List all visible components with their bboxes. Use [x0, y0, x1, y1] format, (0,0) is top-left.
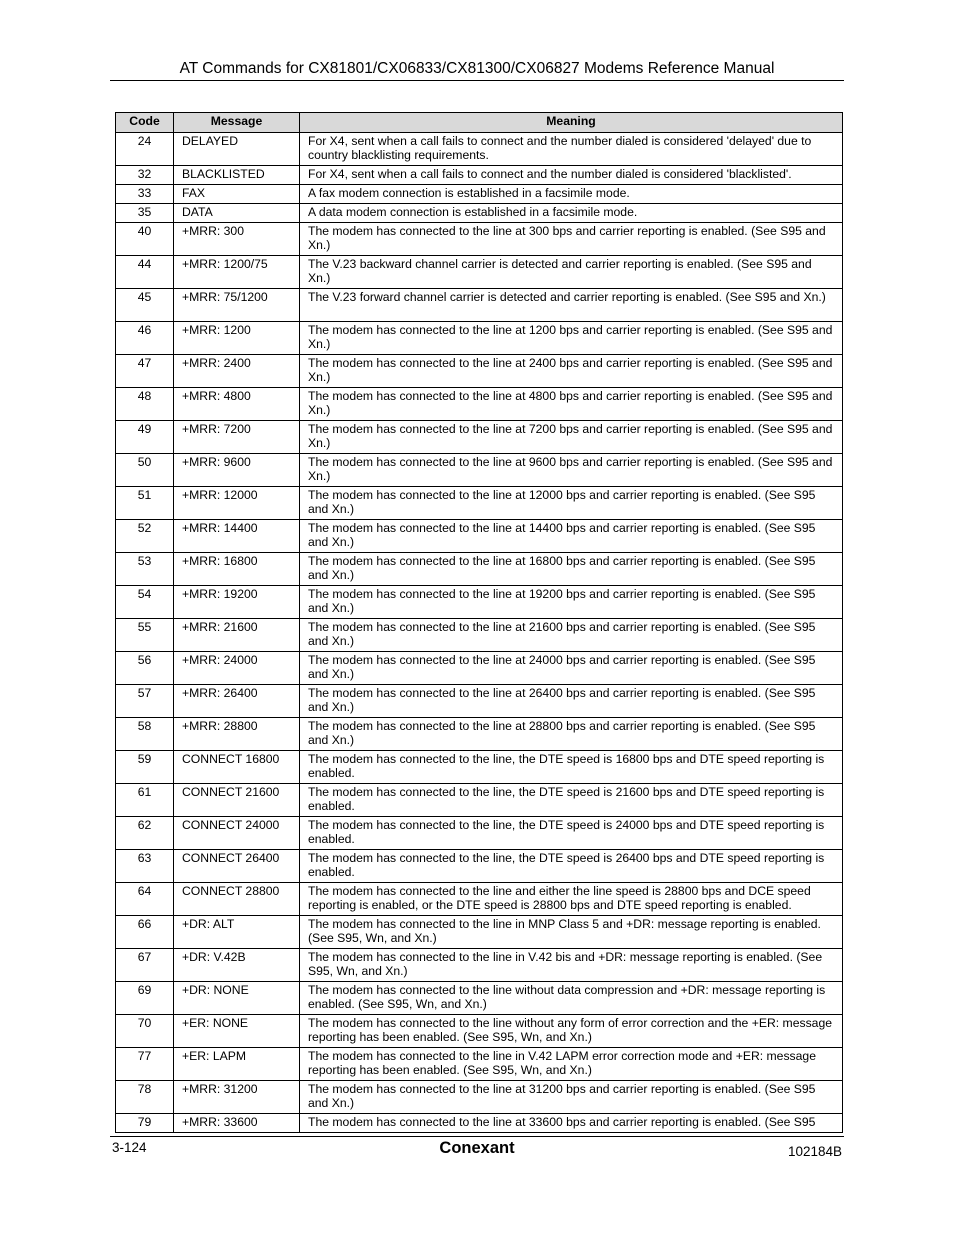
cell-code: 51 [116, 487, 174, 520]
cell-message: DELAYED [174, 133, 300, 166]
table-row [116, 520, 843, 553]
cell-code: 44 [116, 256, 174, 289]
cell-message: +DR: NONE [174, 982, 300, 1015]
cell-message: +ER: LAPM [174, 1048, 300, 1081]
cell-message: +MRR: 14400 [174, 520, 300, 553]
table-body [116, 133, 843, 1133]
table-row [116, 454, 843, 487]
cell-message: +MRR: 19200 [174, 586, 300, 619]
column-header-meaning: Meaning [300, 113, 843, 133]
cell-meaning: The modem has connected to the line at 300 bps and carrier reporting is enabled. (See S95 and Xn.) [300, 223, 843, 256]
table-row [116, 883, 843, 916]
cell-code: 40 [116, 223, 174, 256]
cell-message: +ER: NONE [174, 1015, 300, 1048]
cell-code: 58 [116, 718, 174, 751]
cell-meaning: For X4, sent when a call fails to connect and the number dialed is considered 'blacklisted'. [300, 166, 843, 185]
table-row [116, 487, 843, 520]
cell-code: 32 [116, 166, 174, 185]
table-row [116, 619, 843, 652]
header-rule [110, 80, 844, 81]
table-row [116, 166, 843, 185]
table-row [116, 289, 843, 322]
cell-code: 70 [116, 1015, 174, 1048]
cell-code: 24 [116, 133, 174, 166]
table-row [116, 1081, 843, 1114]
cell-code: 50 [116, 454, 174, 487]
cell-code: 48 [116, 388, 174, 421]
cell-meaning: The modem has connected to the line, the DTE speed is 16800 bps and DTE speed reporting is enabled. [300, 751, 843, 784]
cell-message: +MRR: 1200 [174, 322, 300, 355]
cell-code: 53 [116, 553, 174, 586]
cell-meaning: The modem has connected to the line at 26400 bps and carrier reporting is enabled. (See S95 and Xn.) [300, 685, 843, 718]
table-row [116, 817, 843, 850]
table-row [116, 223, 843, 256]
table-row [116, 133, 843, 166]
cell-meaning: The modem has connected to the line at 12000 bps and carrier reporting is enabled. (See S95 and Xn.) [300, 487, 843, 520]
table-header-row [116, 113, 843, 133]
cell-message: +MRR: 28800 [174, 718, 300, 751]
cell-code: 57 [116, 685, 174, 718]
cell-message: CONNECT 26400 [174, 850, 300, 883]
cell-meaning: A data modem connection is established in a facsimile mode. [300, 204, 843, 223]
footer-rule [110, 1136, 844, 1137]
table-row [116, 718, 843, 751]
cell-code: 69 [116, 982, 174, 1015]
table-row [116, 553, 843, 586]
table-row [116, 982, 843, 1015]
cell-code: 49 [116, 421, 174, 454]
cell-message: +MRR: 300 [174, 223, 300, 256]
cell-meaning: The modem has connected to the line at 4800 bps and carrier reporting is enabled. (See S95 and Xn.) [300, 388, 843, 421]
cell-code: 46 [116, 322, 174, 355]
cell-message: +MRR: 12000 [174, 487, 300, 520]
table-row [116, 185, 843, 204]
cell-meaning: The modem has connected to the line at 14400 bps and carrier reporting is enabled. (See S95 and Xn.) [300, 520, 843, 553]
table-row [116, 1015, 843, 1048]
table-row [116, 685, 843, 718]
cell-meaning: The modem has connected to the line at 24000 bps and carrier reporting is enabled. (See S95 and Xn.) [300, 652, 843, 685]
cell-meaning: The modem has connected to the line without data compression and +DR: message reporting is enabled. (See S95, Wn, and Xn.) [300, 982, 843, 1015]
cell-message: CONNECT 16800 [174, 751, 300, 784]
cell-message: +MRR: 16800 [174, 553, 300, 586]
cell-meaning: The modem has connected to the line in V.42 LAPM error correction mode and +ER: message reporting has been enabled. (See S95, Wn, and Xn.) [300, 1048, 843, 1081]
cell-message: +MRR: 4800 [174, 388, 300, 421]
cell-message: +MRR: 21600 [174, 619, 300, 652]
cell-code: 61 [116, 784, 174, 817]
cell-code: 55 [116, 619, 174, 652]
cell-code: 67 [116, 949, 174, 982]
cell-meaning: The modem has connected to the line in MNP Class 5 and +DR: message reporting is enabled. (See S95, Wn, and Xn.) [300, 916, 843, 949]
table-row [116, 586, 843, 619]
cell-message: CONNECT 28800 [174, 883, 300, 916]
cell-meaning: The modem has connected to the line at 19200 bps and carrier reporting is enabled. (See S95 and Xn.) [300, 586, 843, 619]
cell-meaning: The modem has connected to the line and either the line speed is 28800 bps and DCE speed reporting is enabled, or the DTE speed is 28800 bps and DTE speed reporting is enabled. [300, 883, 843, 916]
cell-code: 63 [116, 850, 174, 883]
cell-message: CONNECT 24000 [174, 817, 300, 850]
cell-meaning: The modem has connected to the line without any form of error correction and the +ER: message reporting has been enabled. (See S95, Wn, and Xn.) [300, 1015, 843, 1048]
cell-code: 33 [116, 185, 174, 204]
cell-code: 62 [116, 817, 174, 850]
cell-meaning: The modem has connected to the line, the DTE speed is 21600 bps and DTE speed reporting is enabled. [300, 784, 843, 817]
cell-meaning [300, 1114, 843, 1133]
cell-meaning: The modem has connected to the line at 2400 bps and carrier reporting is enabled. (See S95 and Xn.) [300, 355, 843, 388]
cell-meaning: A fax modem connection is established in a facsimile mode. [300, 185, 843, 204]
table-row [116, 1048, 843, 1081]
column-header-code: Code [116, 113, 174, 133]
company-name: Conexant [439, 1139, 515, 1157]
table-row [116, 949, 843, 982]
table-row [116, 1114, 843, 1133]
cell-meaning: For X4, sent when a call fails to connect and the number dialed is considered 'delayed' due to country blacklisting requirements. [300, 133, 843, 166]
cell-meaning: The modem has connected to the line at 28800 bps and carrier reporting is enabled. (See S95 and Xn.) [300, 718, 843, 751]
cell-meaning: The modem has connected to the line, the DTE speed is 24000 bps and DTE speed reporting is enabled. [300, 817, 843, 850]
cell-message: +MRR: 2400 [174, 355, 300, 388]
cell-meaning: The modem has connected to the line at 9600 bps and carrier reporting is enabled. (See S95 and Xn.) [300, 454, 843, 487]
table-row [116, 751, 843, 784]
table-row [116, 322, 843, 355]
cell-message: CONNECT 21600 [174, 784, 300, 817]
cell-meaning: The modem has connected to the line at 1200 bps and carrier reporting is enabled. (See S95 and Xn.) [300, 322, 843, 355]
table-row [116, 850, 843, 883]
table-row [116, 204, 843, 223]
cell-code: 52 [116, 520, 174, 553]
cell-meaning: The V.23 forward channel carrier is detected and carrier reporting is enabled. (See S95 and Xn.) [300, 289, 843, 322]
cell-meaning: The modem has connected to the line at 16800 bps and carrier reporting is enabled. (See S95 and Xn.) [300, 553, 843, 586]
column-header-message: Message [174, 113, 300, 133]
table-row [116, 388, 843, 421]
cell-message: FAX [174, 185, 300, 204]
cell-message: +DR: V.42B [174, 949, 300, 982]
table-row [116, 652, 843, 685]
page-number: 3-124 [112, 1140, 147, 1155]
table-row [116, 355, 843, 388]
cell-message: +MRR: 26400 [174, 685, 300, 718]
cell-meaning: The modem has connected to the line, the DTE speed is 26400 bps and DTE speed reporting is enabled. [300, 850, 843, 883]
cell-meaning: The modem has connected to the line at 31200 bps and carrier reporting is enabled. (See S95 and Xn.) [300, 1081, 843, 1114]
cell-code: 45 [116, 289, 174, 322]
cell-code: 59 [116, 751, 174, 784]
cell-code: 56 [116, 652, 174, 685]
document-number: 102184B [787, 1144, 842, 1159]
cell-message: +DR: ALT [174, 916, 300, 949]
cell-message: DATA [174, 204, 300, 223]
page-header-title: AT Commands for CX81801/CX06833/CX81300/CX06827 Modems Reference Manual [179, 60, 775, 77]
cell-code: 35 [116, 204, 174, 223]
cell-message: +MRR: 31200 [174, 1081, 300, 1114]
cell-message: +MRR: 75/1200 [174, 289, 300, 322]
cell-meaning: The modem has connected to the line at 7200 bps and carrier reporting is enabled. (See S95 and Xn.) [300, 421, 843, 454]
cell-message: +MRR: 24000 [174, 652, 300, 685]
cell-meaning-text: The modem has connected to the line at 33600 bps and carrier reporting is enabled. (See S95 [308, 1115, 816, 1129]
cell-code: 47 [116, 355, 174, 388]
result-codes-table [115, 112, 843, 1133]
cell-message: +MRR: 7200 [174, 421, 300, 454]
cell-code: 54 [116, 586, 174, 619]
cell-code: 78 [116, 1081, 174, 1114]
cell-meaning: The modem has connected to the line in V.42 bis and +DR: message reporting is enabled. (See S95, Wn, and Xn.) [300, 949, 843, 982]
cell-code: 79 [116, 1114, 174, 1133]
table-row [116, 256, 843, 289]
table-row [116, 916, 843, 949]
cell-message: +MRR: 1200/75 [174, 256, 300, 289]
cell-message: +MRR: 9600 [174, 454, 300, 487]
cell-message: BLACKLISTED [174, 166, 300, 185]
cell-message: +MRR: 33600 [174, 1114, 300, 1133]
cell-meaning: The modem has connected to the line at 21600 bps and carrier reporting is enabled. (See S95 and Xn.) [300, 619, 843, 652]
table-row [116, 784, 843, 817]
cell-code: 64 [116, 883, 174, 916]
cell-meaning: The V.23 backward channel carrier is detected and carrier reporting is enabled. (See S95 and Xn.) [300, 256, 843, 289]
table-row [116, 421, 843, 454]
cell-code: 66 [116, 916, 174, 949]
cell-code: 77 [116, 1048, 174, 1081]
